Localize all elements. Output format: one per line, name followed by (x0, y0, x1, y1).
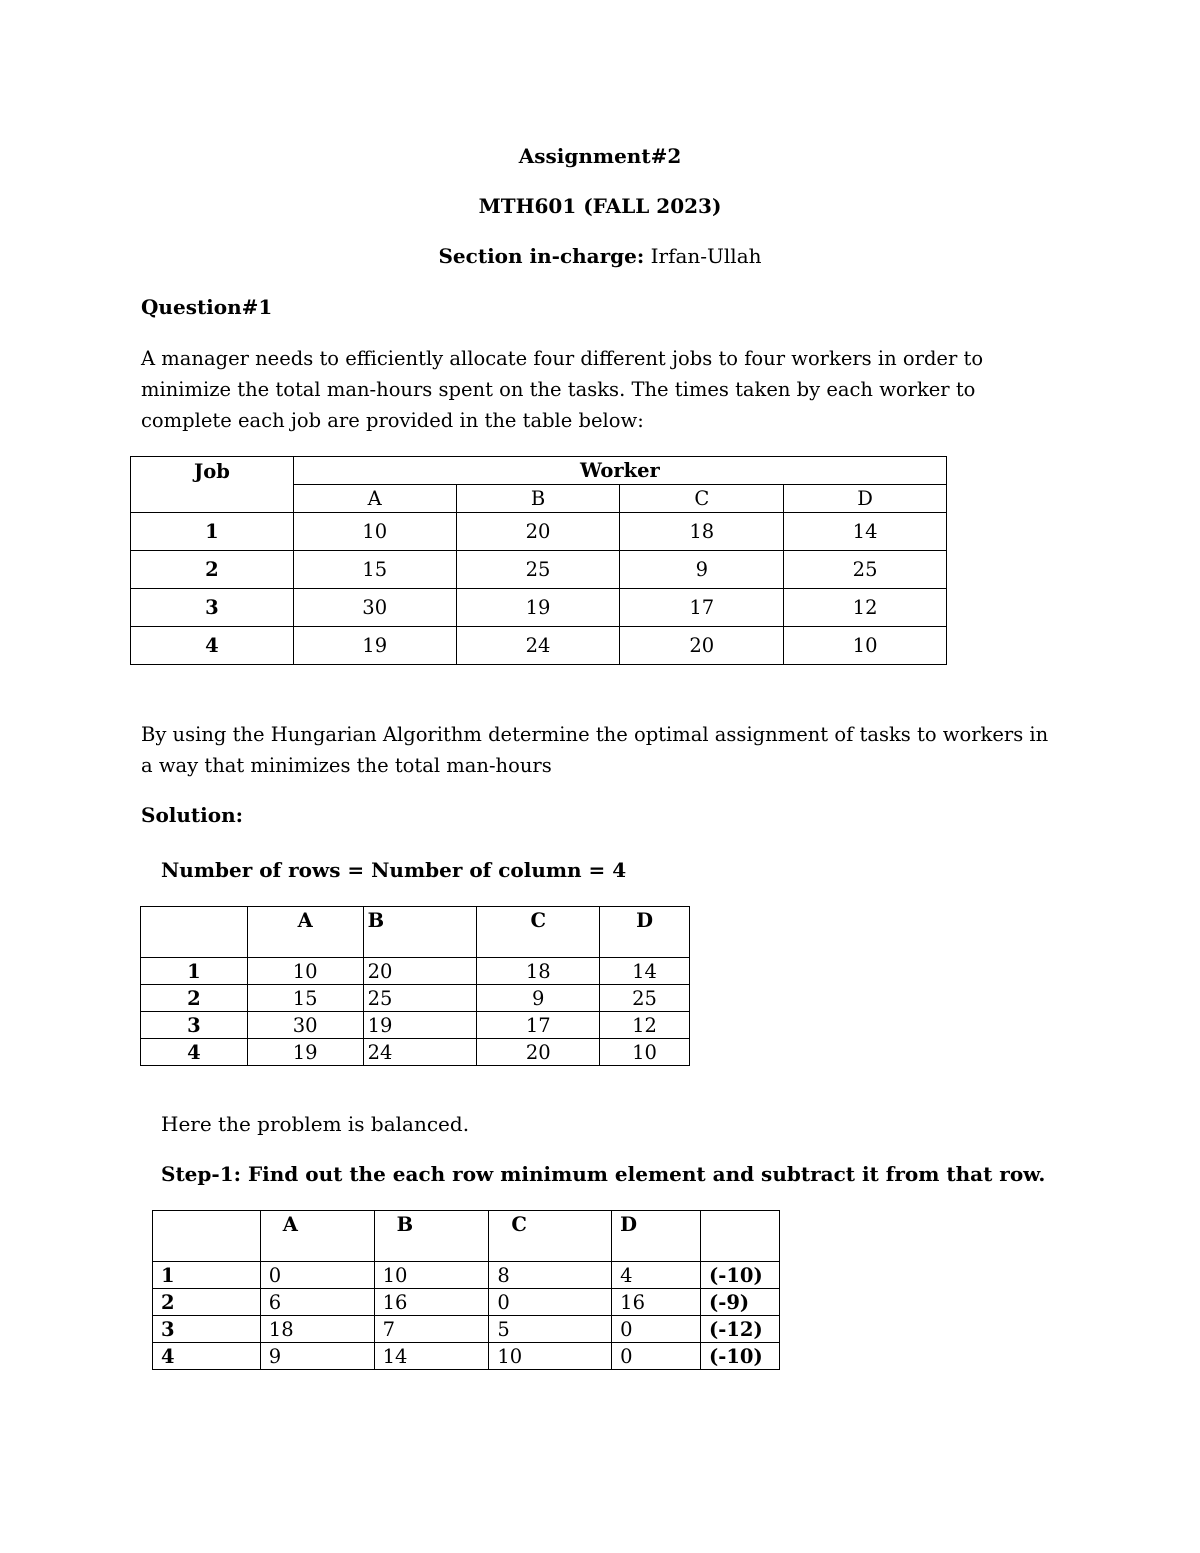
table-cell: 15 (293, 551, 456, 589)
row-label: 2 (141, 985, 248, 1012)
table-cell: 10 (489, 1343, 612, 1370)
table-row (153, 1289, 780, 1316)
table-cell: 9 (260, 1343, 374, 1370)
section-value: Irfan-Ullah (650, 244, 762, 268)
table-cell: 18 (260, 1316, 374, 1343)
subtracted-min: (-10) (701, 1343, 780, 1370)
table-cell: 7 (374, 1316, 489, 1343)
column-header: C (477, 907, 600, 958)
table-cell: 17 (477, 1012, 600, 1039)
row-label: 4 (141, 1039, 248, 1066)
table-row (141, 958, 690, 985)
row-label: 4 (153, 1343, 261, 1370)
table-row (141, 985, 690, 1012)
empty-header-cell (701, 1211, 780, 1262)
row-label: 4 (131, 627, 294, 665)
column-header: B (363, 907, 477, 958)
table-cell: 25 (600, 985, 690, 1012)
table-cell: 0 (260, 1262, 374, 1289)
table-cell: 14 (784, 513, 947, 551)
table-cell: 8 (489, 1262, 612, 1289)
job-header: Job (131, 457, 294, 513)
table-cell: 19 (293, 627, 456, 665)
row-label: 2 (153, 1289, 261, 1316)
table-cell: 19 (363, 1012, 477, 1039)
table-cell: 0 (612, 1316, 701, 1343)
table-cell: 4 (612, 1262, 701, 1289)
row-label: 1 (153, 1262, 261, 1289)
table-cell: 9 (620, 551, 784, 589)
row-label: 1 (141, 958, 248, 985)
table-cell: 20 (620, 627, 784, 665)
table-cell: 16 (612, 1289, 701, 1316)
table-cell: 18 (477, 958, 600, 985)
column-header: A (247, 907, 363, 958)
row-label: 1 (131, 513, 294, 551)
table-cell: 12 (784, 589, 947, 627)
table-cell: 24 (363, 1039, 477, 1066)
table-cell: 17 (620, 589, 784, 627)
column-header: D (612, 1211, 701, 1262)
table-row (131, 513, 947, 551)
column-header: D (784, 485, 947, 513)
table-header-row (131, 457, 947, 485)
column-header: B (374, 1211, 489, 1262)
step1-table (152, 1210, 780, 1370)
table-row (153, 1343, 780, 1370)
table-cell: 14 (600, 958, 690, 985)
row-label: 3 (141, 1012, 248, 1039)
table-cell: 24 (456, 627, 620, 665)
column-header: C (489, 1211, 612, 1262)
course-title: MTH601 (FALL 2023) (478, 194, 722, 218)
table-cell: 20 (363, 958, 477, 985)
table-cell: 18 (620, 513, 784, 551)
balanced-statement: Here the problem is balanced. (161, 1112, 470, 1136)
empty-header-cell (141, 907, 248, 958)
table-row (153, 1316, 780, 1343)
table-cell: 19 (247, 1039, 363, 1066)
table-row (131, 589, 947, 627)
table-cell: 25 (456, 551, 620, 589)
table-row (153, 1262, 780, 1289)
table-header-row (141, 907, 690, 958)
column-header: A (260, 1211, 374, 1262)
assignment-title: Assignment#2 (518, 144, 682, 168)
table-cell: 30 (293, 589, 456, 627)
table-cell: 14 (374, 1343, 489, 1370)
row-label: 3 (153, 1316, 261, 1343)
solution-heading: Solution: (141, 803, 244, 827)
table-cell: 10 (784, 627, 947, 665)
rows-cols-statement: Number of rows = Number of column = 4 (161, 858, 627, 882)
table-row (131, 551, 947, 589)
table-header-row (153, 1211, 780, 1262)
question-table (130, 456, 947, 665)
instruction-text: By using the Hungarian Algorithm determine the optimal assignment of tasks to workers in a way that minimizes the total man-hours (141, 723, 1049, 777)
table-cell: 12 (600, 1012, 690, 1039)
table-cell: 10 (293, 513, 456, 551)
table-cell: 16 (374, 1289, 489, 1316)
table-cell: 10 (374, 1262, 489, 1289)
table-cell: 6 (260, 1289, 374, 1316)
subtracted-min: (-12) (701, 1316, 780, 1343)
table-row (131, 627, 947, 665)
table-cell: 25 (784, 551, 947, 589)
empty-header-cell (153, 1211, 261, 1262)
question-text: A manager needs to efficiently allocate four different jobs to four workers in order to minimize the total man-hours spent on the tasks. The times taken by each worker to complete each job are provided in the table below: (141, 347, 984, 432)
table-cell: 20 (456, 513, 620, 551)
subtracted-min: (-9) (701, 1289, 780, 1316)
table-cell: 10 (247, 958, 363, 985)
section-incharge (0, 244, 1200, 268)
column-header: A (293, 485, 456, 513)
column-header: B (456, 485, 620, 513)
table-row (141, 1039, 690, 1066)
column-header: D (600, 907, 690, 958)
solution-table (140, 906, 690, 1066)
table-cell: 15 (247, 985, 363, 1012)
worker-header: Worker (293, 457, 946, 485)
table-cell: 0 (612, 1343, 701, 1370)
table-cell: 0 (489, 1289, 612, 1316)
table-cell: 20 (477, 1039, 600, 1066)
row-label: 2 (131, 551, 294, 589)
table-cell: 9 (477, 985, 600, 1012)
table-cell: 30 (247, 1012, 363, 1039)
subtracted-min: (-10) (701, 1262, 780, 1289)
table-row (141, 1012, 690, 1039)
step1-heading: Step-1: Find out the each row minimum element and subtract it from that row. (161, 1162, 1046, 1186)
section-label: Section in-charge: (438, 244, 645, 268)
table-cell: 25 (363, 985, 477, 1012)
table-cell: 10 (600, 1039, 690, 1066)
row-label: 3 (131, 589, 294, 627)
table-cell: 5 (489, 1316, 612, 1343)
table-cell: 19 (456, 589, 620, 627)
column-header: C (620, 485, 784, 513)
question-heading: Question#1 (141, 295, 273, 319)
